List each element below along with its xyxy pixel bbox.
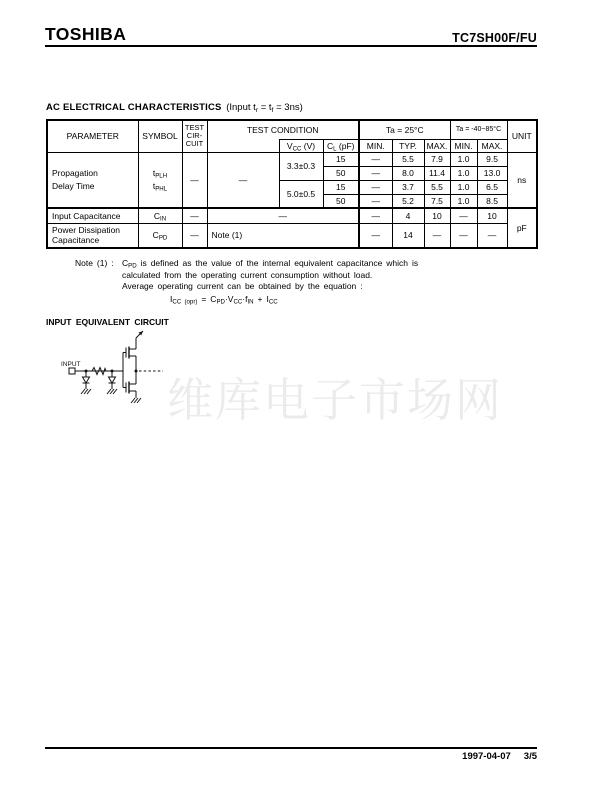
- th-test-circuit: [182, 120, 207, 152]
- param-line: Power Dissipation: [52, 224, 121, 235]
- param-line: Capacitance: [52, 235, 100, 246]
- cell-max-range: 6.5: [477, 180, 507, 194]
- note-block: [75, 258, 418, 305]
- nmos-transistor: [126, 382, 136, 399]
- th-ta-range: Ta = -40~85°C: [450, 120, 507, 139]
- cell-min: —: [359, 223, 392, 248]
- th-test-circuit-line: TEST: [184, 122, 205, 132]
- th-test-condition-blank: [207, 139, 279, 152]
- note-label: Note (1) :: [75, 258, 114, 268]
- cell-max: 5.5: [424, 180, 450, 194]
- th-test-circuit-line: CUIT: [185, 139, 204, 149]
- doc-header: [45, 24, 537, 45]
- cell-max: 7.9: [424, 152, 450, 166]
- cell-cl: 15: [323, 152, 359, 166]
- symbol-cpd: $C_{PD}$: [138, 223, 182, 248]
- input-pad: [61, 361, 123, 374]
- input-equivalent-circuit-diagram: [50, 330, 220, 425]
- vcc-arrow-icon: [136, 331, 143, 338]
- symbol-cin: $C_{IN}$: [138, 208, 182, 223]
- param-line: Delay Time: [52, 180, 95, 191]
- cell-vcc-3v3: 3.3±0.3: [279, 152, 323, 180]
- cell-cl: 15: [323, 180, 359, 194]
- page-footer: [462, 751, 537, 762]
- cell-min-range: 1.0: [450, 166, 477, 180]
- output-dashed-line: [135, 356, 164, 384]
- cell-min-range: 1.0: [450, 180, 477, 194]
- th-cl: $C_L$ (pF): [323, 139, 359, 152]
- ground-icon: [131, 398, 141, 403]
- circuit-section-title: INPUT EQUIVALENT CIRCUIT: [46, 317, 169, 327]
- cell-min: —: [359, 208, 392, 223]
- param-line: Propagation: [52, 167, 98, 178]
- cell-min: —: [359, 194, 392, 208]
- param-propagation-delay: [47, 152, 138, 208]
- header-rule: [45, 45, 537, 47]
- cell-unit-pf: pF: [507, 208, 537, 248]
- th-max-25c: MAX.: [424, 139, 450, 152]
- symbol-tplh-tphl: [138, 152, 182, 208]
- protection-diode-1: [81, 370, 91, 395]
- footer-page-number: 3/5: [523, 751, 537, 762]
- section-title: [46, 102, 303, 113]
- cell-typ: 5.5: [392, 152, 424, 166]
- param-input-capacitance: Input Capacitance: [47, 208, 138, 223]
- note-line-3: Average operating current can be obtained by the equation :: [122, 281, 363, 291]
- footer-rule: [45, 747, 537, 749]
- ac-characteristics-table: [46, 119, 538, 249]
- footer-date: 1997-04-07: [462, 751, 511, 762]
- cell-min-range: 1.0: [450, 194, 477, 208]
- cell-vcc-5v0: 5.0±0.5: [279, 180, 323, 208]
- cell-test-circuit-dash: —: [182, 152, 207, 208]
- cell-typ: 3.7: [392, 180, 424, 194]
- symbol-tplh: $t_{PLH}$: [152, 167, 168, 180]
- cell-typ: 4: [392, 208, 424, 223]
- cell-cl: 50: [323, 194, 359, 208]
- note-line-2: calculated from the operating current consumption without load.: [122, 269, 373, 280]
- param-power-dissipation: [47, 223, 138, 248]
- cell-min-range: 1.0: [450, 152, 477, 166]
- note-line-1: $C_{PD}$ is defined as the value of the internal equivalent capacitance which is: [122, 258, 419, 270]
- cell-min: —: [359, 152, 392, 166]
- note-equation: $I_{CC (opr)} = C_{PD}\cdot V_{CC}\cdot f_{IN} + I_{CC}$: [170, 293, 278, 306]
- th-min-25c: MIN.: [359, 139, 392, 152]
- th-ta-25c: Ta = 25°C: [359, 120, 450, 139]
- cell-max-range: 9.5: [477, 152, 507, 166]
- th-test-circuit-line: CIR-: [186, 131, 203, 141]
- cell-max: 7.5: [424, 194, 450, 208]
- cell-typ: 14: [392, 223, 424, 248]
- cell-note-ref: Note (1): [207, 223, 359, 248]
- protection-diode-2: [107, 370, 117, 395]
- th-typ-25c: TYP.: [392, 139, 424, 152]
- cell-test-circuit-dash: —: [182, 208, 207, 223]
- cell-unit-ns: ns: [507, 152, 537, 208]
- th-vcc: $V_{CC}$ (V): [279, 139, 323, 152]
- cell-typ: 8.0: [392, 166, 424, 180]
- cell-test-circuit-dash: —: [182, 223, 207, 248]
- cell-test-condition-dash: —: [207, 152, 279, 208]
- ground-icon: [81, 389, 91, 394]
- section-title-condition: (Input $t_r = t_f = 3ns$): [226, 102, 303, 114]
- input-label: INPUT: [61, 361, 81, 368]
- cell-min-range: —: [450, 208, 477, 223]
- section-title-text: AC ELECTRICAL CHARACTERISTICS: [46, 102, 222, 113]
- symbol-tphl: $t_{PHL}$: [152, 180, 168, 193]
- part-number: TC7SH00F/FU: [452, 31, 537, 45]
- watermark: 维库电子市场网: [167, 373, 503, 427]
- cell-cl: 50: [323, 166, 359, 180]
- toshiba-logo: TOSHIBA: [45, 24, 127, 44]
- th-symbol: SYMBOL: [138, 120, 182, 152]
- cell-max-range: 8.5: [477, 194, 507, 208]
- th-min-range: MIN.: [450, 139, 477, 152]
- th-unit: UNIT: [507, 120, 537, 152]
- cell-max: 10: [424, 208, 450, 223]
- cell-min: —: [359, 166, 392, 180]
- th-parameter: PARAMETER: [47, 120, 138, 152]
- cell-min-range: —: [450, 223, 477, 248]
- cell-min: —: [359, 180, 392, 194]
- cell-typ: 5.2: [392, 194, 424, 208]
- cell-test-condition-dash: —: [207, 208, 359, 223]
- ground-icon: [107, 389, 117, 394]
- cell-max-range: —: [477, 223, 507, 248]
- pmos-transistor: [126, 338, 136, 359]
- th-test-condition: TEST CONDITION: [207, 120, 359, 139]
- cell-max: 11.4: [424, 166, 450, 180]
- cell-max-range: 13.0: [477, 166, 507, 180]
- cell-max: —: [424, 223, 450, 248]
- cmos-inverter: [123, 331, 163, 403]
- th-max-range: MAX.: [477, 139, 507, 152]
- cell-max-range: 10: [477, 208, 507, 223]
